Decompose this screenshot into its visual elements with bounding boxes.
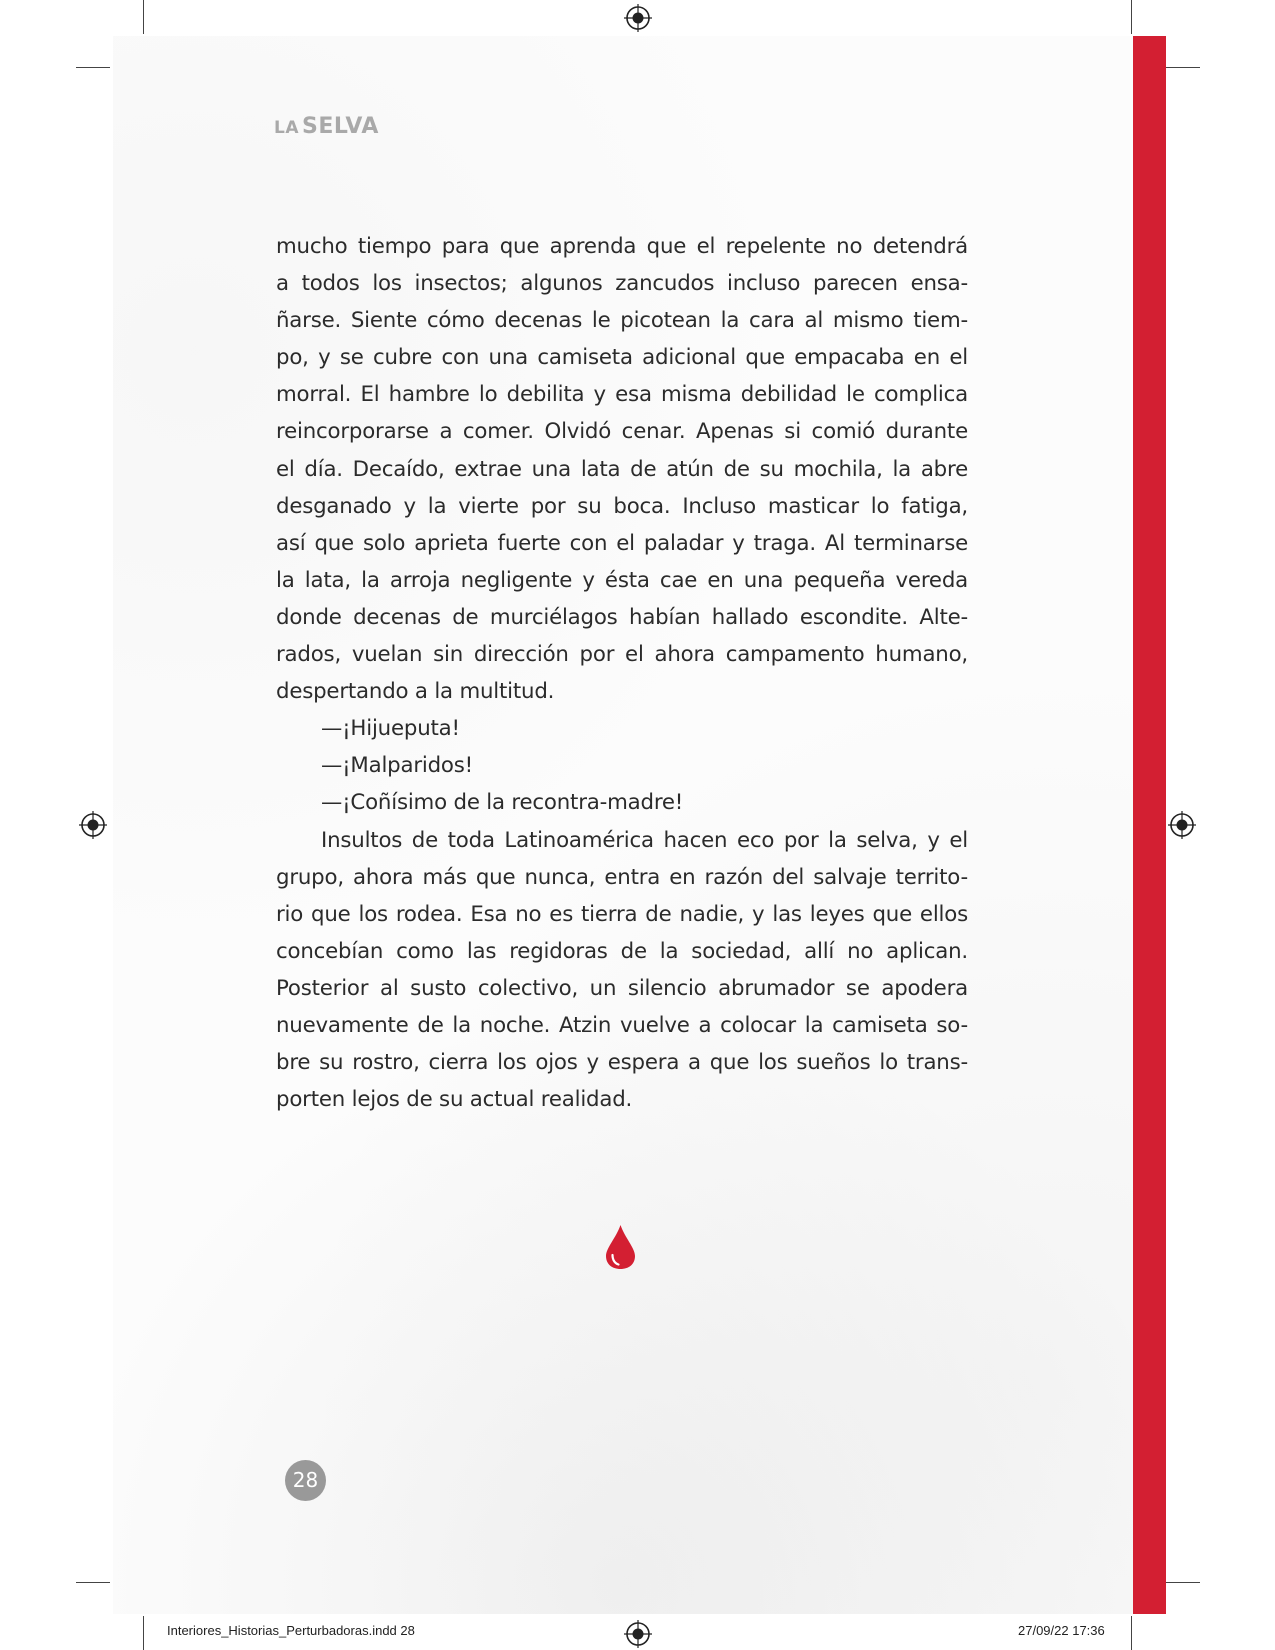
registration-mark-icon: [624, 4, 652, 32]
text-line: morral. El hambre lo debilita y esa misma debilidad le complica: [276, 382, 968, 408]
text-line: rados, vuelan sin dirección por el ahora campamento humano,: [276, 642, 968, 668]
dialogue-line: —¡Coñísimo de la recontra-madre!: [321, 790, 684, 816]
text-line: reincorporarse a comer. Olvidó cenar. Apenas si comió durante: [276, 419, 968, 445]
registration-mark-icon: [624, 1620, 652, 1648]
text-line: bre su rostro, cierra los ojos y espera a que los sueños lo trans-: [276, 1050, 968, 1076]
crop-mark: [76, 67, 110, 68]
crop-mark: [76, 1582, 110, 1583]
page-number: 28: [285, 1460, 326, 1501]
crop-mark: [143, 1616, 144, 1650]
running-head-selva: SELVA: [302, 114, 379, 139]
text-line: Posterior al susto colectivo, un silencio abrumador se apodera: [276, 975, 968, 1001]
text-line: despertando a la multitud.: [276, 679, 555, 705]
red-edge-bar: [1133, 36, 1166, 1614]
crop-mark: [1131, 1616, 1132, 1650]
text-line: Insultos de toda Latinoamérica hacen eco por la selva, y el: [321, 827, 968, 853]
dialogue-line: —¡Malparidos!: [321, 753, 474, 779]
text-line: concebían como las regidoras de la sociedad, allí no aplican.: [276, 938, 968, 964]
text-line: a todos los insectos; algunos zancudos incluso parecen ensa-: [276, 271, 968, 297]
crop-mark: [1166, 1582, 1200, 1583]
registration-mark-icon: [79, 811, 107, 839]
registration-mark-icon: [1168, 811, 1196, 839]
text-line: porten lejos de su actual realidad.: [276, 1087, 633, 1113]
slug-date: 27/09/22 17:36: [1018, 1623, 1105, 1638]
text-line: donde decenas de murciélagos habían hallado escondite. Alte-: [276, 604, 968, 630]
text-line: rio que los rodea. Esa no es tierra de nadie, y las leyes que ellos: [276, 901, 968, 927]
dialogue-line: —¡Hijueputa!: [321, 716, 460, 742]
text-line: la lata, la arroja negligente y ésta cae en una pequeña vereda: [276, 567, 968, 593]
text-line: el día. Decaído, extrae una lata de atún de su mochila, la abre: [276, 456, 968, 482]
text-line: ñarse. Siente cómo decenas le picotean la cara al mismo tiem-: [276, 308, 968, 334]
slug-file: Interiores_Historias_Perturbadoras.indd 28: [167, 1623, 415, 1638]
text-line: desganado y la vierte por su boca. Incluso masticar lo fatiga,: [276, 493, 968, 519]
text-line: así que solo aprieta fuerte con el paladar y traga. Al terminarse: [276, 530, 968, 556]
crop-mark: [143, 0, 144, 34]
text-line: grupo, ahora más que nunca, entra en razón del salvaje territo-: [276, 864, 968, 890]
text-line: mucho tiempo para que aprenda que el repelente no detendrá: [276, 234, 968, 259]
text-line: nuevamente de la noche. Atzin vuelve a colocar la camiseta so-: [276, 1012, 968, 1038]
body-text: [276, 228, 968, 1118]
running-head-la: LA: [274, 118, 299, 138]
blood-drop-icon: [604, 1224, 637, 1270]
text-line: po, y se cubre con una camiseta adicional que empacaba en el: [276, 345, 968, 371]
running-head: [274, 114, 379, 139]
crop-mark: [1166, 67, 1200, 68]
crop-mark: [1131, 0, 1132, 34]
